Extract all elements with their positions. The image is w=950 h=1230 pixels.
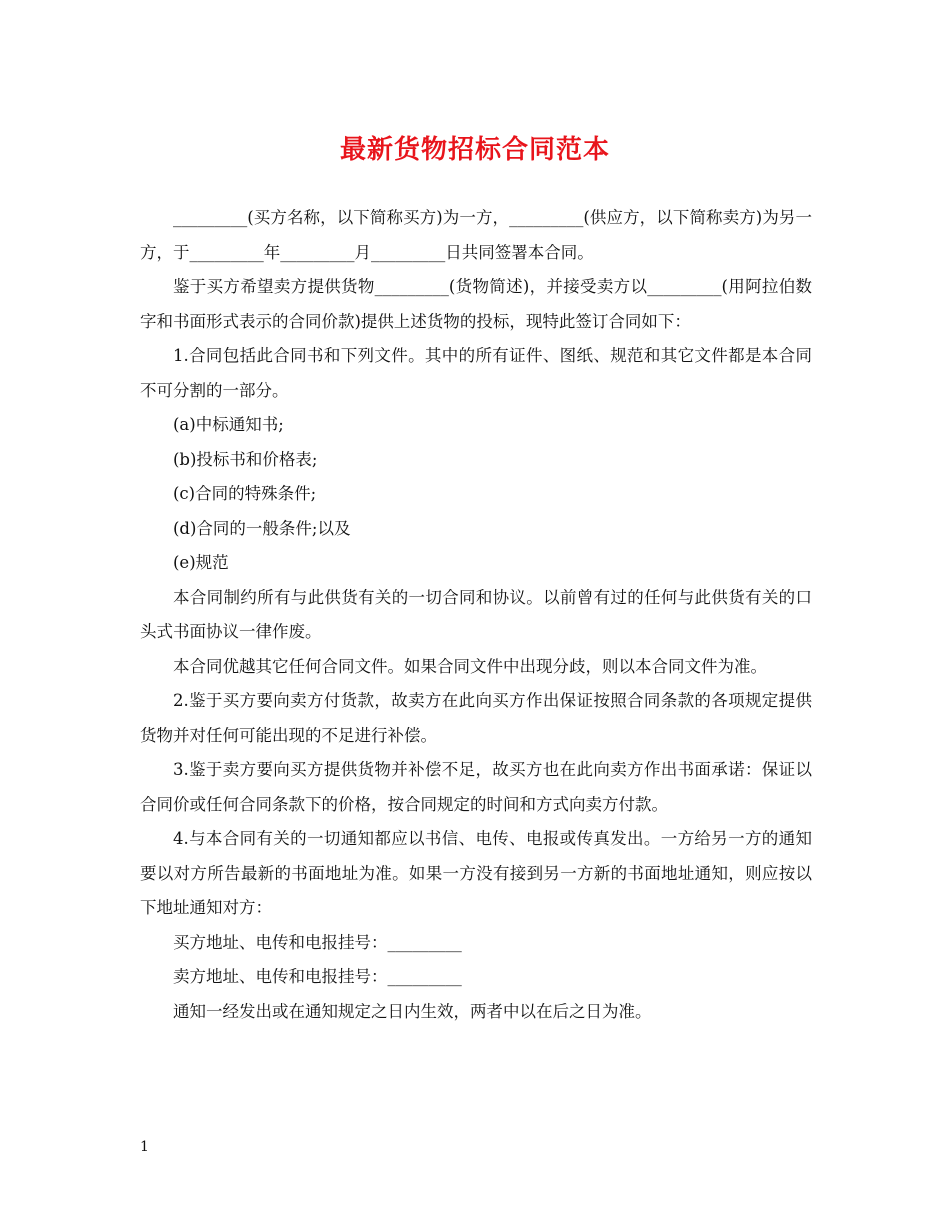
document-body <box>140 201 812 1029</box>
buyer-address-line: 买方地址、电传和电报挂号：_________ <box>173 932 462 952</box>
list-item-c: (c)合同的特殊条件; <box>173 484 317 503</box>
page-number: 1 <box>140 1139 149 1155</box>
paragraph-recital: 鉴于买方希望卖方提供货物_________(货物简述)，并接受卖方以_________(用阿拉伯数字和书面形式表示的合同价款)提供上述货物的投标，现特此签订合同如下： <box>140 277 812 331</box>
paragraph-notice-effective: 通知一经发出或在通知规定之日内生效，两者中以在后之日为准。 <box>173 1001 652 1021</box>
paragraph-clause-2: 2.鉴于买方要向卖方付货款，故卖方在此向买方作出保证按照合同条款的各项规定提供货物并对任何可能出现的不足进行补偿。 <box>140 691 812 745</box>
document-title: 最新货物招标合同范本 <box>339 135 610 165</box>
list-item-d: (d)合同的一般条件;以及 <box>173 518 351 538</box>
paragraph-supersede: 本合同制约所有与此供货有关的一切合同和协议。以前曾有过的任何与此供货有关的口头式书面协议一律作废。 <box>140 587 812 641</box>
list-item-a: (a)中标通知书; <box>173 415 284 434</box>
list-item-b: (b)投标书和价格表; <box>173 449 318 469</box>
paragraph-precedence: 本合同优越其它任何合同文件。如果合同文件中出现分歧，则以本合同文件为准。 <box>173 656 767 676</box>
paragraph-parties: _________(买方名称，以下简称买方)为一方，_________(供应方，以下简称卖方)为另一方，于_________年_________月_________日共同签署本合同。 <box>140 208 812 262</box>
list-item-e: (e)规范 <box>173 553 229 572</box>
paragraph-clause-3: 3.鉴于卖方要向买方提供货物并补偿不足，故买方也在此向卖方作出书面承诺：保证以合同价或任何合同条款下的价格，按合同规定的时间和方式向卖方付款。 <box>140 760 812 814</box>
seller-address-line: 卖方地址、电传和电报挂号：_________ <box>173 967 462 986</box>
paragraph-clause-1: 1.合同包括此合同书和下列文件。其中的所有证件、图纸、规范和其它文件都是本合同不可分割的一部分。 <box>140 346 812 400</box>
paragraph-clause-4: 4.与本合同有关的一切通知都应以书信、电传、电报或传真发出。一方给另一方的通知要以对方所告最新的书面地址为准。如果一方没有接到另一方新的书面地址通知，则应按以下地址通知对方： <box>140 829 812 917</box>
